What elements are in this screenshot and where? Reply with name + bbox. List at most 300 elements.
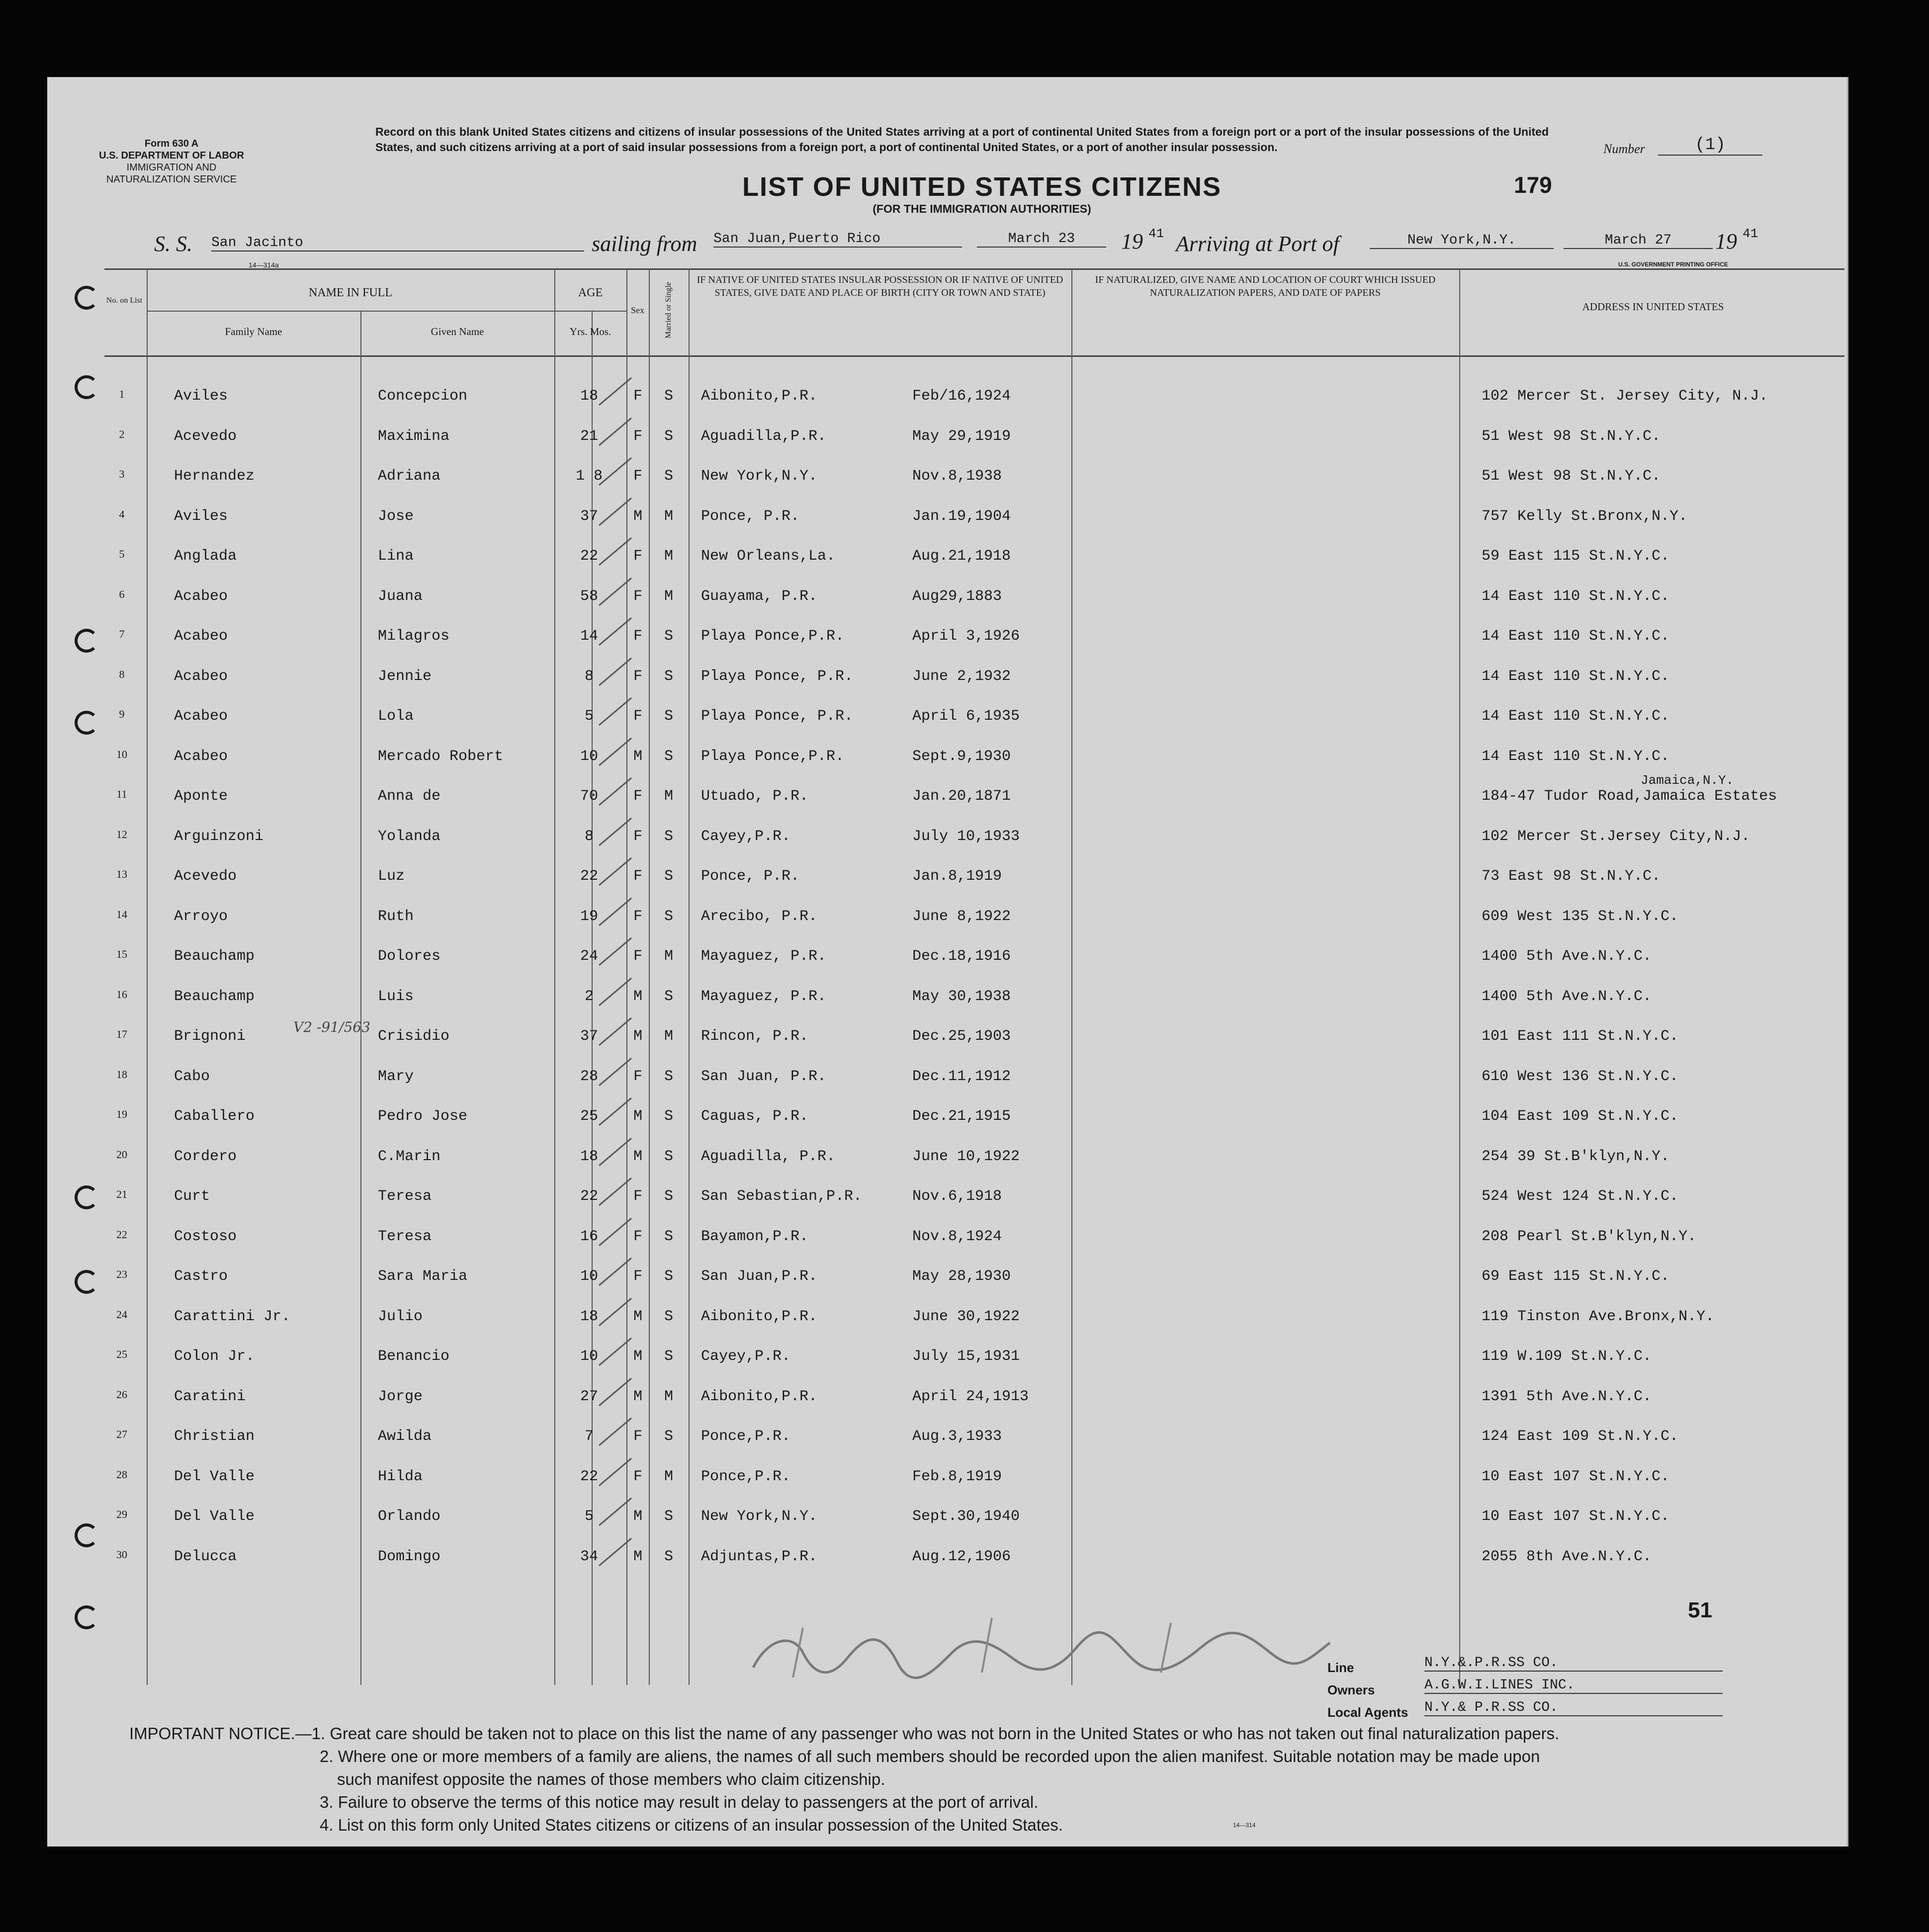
row-number: 4: [119, 507, 125, 520]
birth-date: June 30,1922: [912, 1308, 1020, 1325]
ship-name: San Jacinto: [211, 235, 584, 252]
family-name: Hernandez: [174, 468, 255, 485]
sex: F: [633, 548, 642, 565]
given-name: Concepcion: [378, 388, 468, 405]
tick-mark-icon: [597, 695, 636, 730]
sex: F: [633, 948, 642, 965]
marital-status: S: [664, 1348, 673, 1365]
birth-place: Playa Ponce, P.R.: [701, 668, 854, 685]
address: 104 East 109 St.N.Y.C.: [1482, 1108, 1679, 1125]
age: 34: [580, 1548, 598, 1565]
tick-mark-icon: [597, 1095, 636, 1130]
sailing-from-port: San Juan,Puerto Rico: [713, 231, 962, 248]
birth-place: New York,N.Y.: [701, 468, 818, 485]
given-name: Domingo: [378, 1548, 441, 1565]
sex: M: [633, 1348, 642, 1365]
form-number: Form 630 A: [144, 138, 199, 149]
address: 69 East 115 St.N.Y.C.: [1482, 1268, 1670, 1285]
tick-mark-icon: [597, 935, 636, 970]
marital-status: S: [664, 388, 673, 405]
given-name: Milagros: [378, 628, 450, 645]
address: 14 East 110 St.N.Y.C.: [1482, 628, 1670, 645]
family-name: Acabeo: [174, 668, 228, 685]
marital-status: S: [664, 908, 673, 925]
sex: F: [633, 468, 642, 485]
given-name: Benancio: [378, 1348, 450, 1365]
row-number: 28: [116, 1468, 127, 1481]
sex: F: [633, 1428, 642, 1445]
notice-item-4: 4. List on this form only United States citizens or citizens of an insular possession of the United States.: [320, 1816, 1063, 1834]
year-prefix: 19: [1121, 229, 1143, 253]
given-name: Luis: [378, 988, 414, 1005]
birth-date: June 8,1922: [912, 908, 1011, 925]
address: 101 East 111 St.N.Y.C.: [1482, 1028, 1679, 1045]
given-name: Hilda: [378, 1468, 423, 1485]
row-number: 7: [119, 628, 125, 640]
birth-place: Aibonito,P.R.: [701, 388, 818, 405]
stamp-top: 14—314a: [249, 261, 279, 269]
sex: F: [633, 388, 642, 405]
row-number: 10: [116, 748, 127, 760]
family-name: Aviles: [174, 507, 228, 525]
given-name: Luz: [378, 868, 405, 885]
age: 5: [584, 1508, 594, 1525]
age: 37: [580, 507, 598, 525]
given-name: Pedro Jose: [378, 1108, 468, 1125]
row-number: 3: [119, 468, 125, 480]
tick-mark-icon: [597, 1376, 636, 1411]
header-name-in-full: NAME IN FULL: [309, 286, 392, 299]
birth-place: San Juan, P.R.: [701, 1068, 827, 1085]
age: 14: [580, 628, 598, 645]
row-number: 14: [116, 908, 127, 921]
marital-status: M: [664, 507, 673, 525]
given-name: C.Marin: [378, 1148, 441, 1165]
marital-status: M: [664, 548, 673, 565]
marital-status: S: [664, 1188, 673, 1205]
header-yrs-mos: Yrs. Mos.: [569, 326, 612, 337]
age: 10: [580, 1348, 598, 1365]
marital-status: S: [664, 748, 673, 765]
tick-mark-icon: [597, 816, 636, 850]
header-family-name: Family Name: [225, 326, 282, 337]
tick-mark-icon: [597, 1416, 636, 1450]
given-name: Crisidio: [378, 1028, 450, 1045]
address: 524 West 124 St.N.Y.C.: [1482, 1188, 1679, 1205]
marital-status: S: [664, 1068, 673, 1085]
sex: M: [633, 988, 642, 1005]
marital-status: M: [664, 1388, 673, 1405]
marital-status: S: [664, 1108, 673, 1125]
given-name: Lola: [378, 708, 414, 725]
row-number: 21: [116, 1188, 127, 1200]
birth-date: Jan.19,1904: [912, 507, 1011, 525]
row-number: 13: [116, 868, 127, 880]
header-married-single: Married or Single: [664, 282, 673, 338]
marital-status: S: [664, 1228, 673, 1245]
notice-item-3: 3. Failure to observe the terms of this notice may result in delay to passengers at the port of arrival.: [320, 1793, 1039, 1811]
sheet-number: 179: [1514, 172, 1552, 198]
punch-hole-icon: [75, 286, 98, 310]
header-address: ADDRESS IN UNITED STATES: [1582, 301, 1724, 313]
age: 37: [580, 1028, 598, 1045]
birth-place: Aguadilla,P.R.: [701, 427, 827, 445]
sex: F: [633, 588, 642, 605]
tick-mark-icon: [597, 656, 636, 690]
given-name: Ruth: [378, 908, 414, 925]
birth-place: Arecibo, P.R.: [701, 908, 818, 925]
year-prefix: 19: [1715, 229, 1737, 253]
birth-date: Dec.11,1912: [912, 1068, 1011, 1085]
tick-mark-icon: [597, 896, 636, 930]
birth-place: Cayey,P.R.: [701, 1348, 791, 1365]
department: U.S. DEPARTMENT OF LABOR: [99, 150, 244, 161]
birth-place: Ponce, P.R.: [701, 868, 800, 885]
tick-mark-icon: [597, 1056, 636, 1091]
birth-date: April 24,1913: [912, 1388, 1029, 1405]
family-name: Cordero: [174, 1148, 237, 1165]
header-naturalized: IF NATURALIZED, GIVE NAME AND LOCATION OF COURT WHICH ISSUED NATURALIZATION PAPERS, AND DATE OF PAPERS: [1095, 274, 1436, 298]
row-number: 22: [116, 1228, 127, 1241]
page-title: LIST OF UNITED STATES CITIZENS: [742, 172, 1222, 202]
age: 24: [580, 948, 598, 965]
arrival-year: 41: [1743, 226, 1758, 241]
birth-place: Playa Ponce, P.R.: [701, 708, 854, 725]
birth-place: Aibonito,P.R.: [701, 1388, 818, 1405]
manifest-sheet: [47, 77, 1848, 1847]
address: 51 West 98 St.N.Y.C.: [1482, 468, 1661, 485]
notice-item-1: 1. Great care should be taken not to place on this list the name of any passenger who was not born in the United States or who has not taken out final naturalization papers.: [311, 1724, 1560, 1743]
given-name: Awilda: [378, 1428, 432, 1445]
family-name: Acevedo: [174, 868, 237, 885]
address: 14 East 110 St.N.Y.C.: [1482, 748, 1670, 765]
given-name: Dolores: [378, 948, 441, 965]
tick-mark-icon: [597, 1456, 636, 1491]
age: 21: [580, 427, 598, 445]
sex: M: [633, 1308, 642, 1325]
tick-mark-icon: [597, 855, 636, 890]
sex: F: [633, 1188, 642, 1205]
birth-date: May 28,1930: [912, 1268, 1011, 1285]
row-number: 11: [116, 788, 127, 800]
birth-place: Caguas, P.R.: [701, 1108, 809, 1125]
row-number: 8: [119, 668, 125, 680]
age: 16: [580, 1228, 598, 1245]
birth-date: Nov.8,1938: [912, 468, 1002, 485]
marital-status: S: [664, 828, 673, 845]
marital-status: M: [664, 588, 673, 605]
row-number: 5: [119, 548, 125, 560]
given-name: Juana: [378, 588, 423, 605]
marital-status: M: [664, 1468, 673, 1485]
sex: M: [633, 1388, 642, 1405]
family-name: Acevedo: [174, 427, 237, 445]
address: 119 Tinston Ave.Bronx,N.Y.: [1482, 1308, 1715, 1325]
sex: F: [633, 628, 642, 645]
age: 8: [584, 668, 594, 685]
marital-status: S: [664, 628, 673, 645]
sex: F: [633, 708, 642, 725]
age: 70: [580, 788, 598, 805]
address: 1391 5th Ave.N.Y.C.: [1482, 1388, 1652, 1405]
tick-mark-icon: [597, 375, 636, 410]
arriving-label: Arriving at Port of: [1176, 232, 1339, 256]
address: 73 East 98 St.N.Y.C.: [1482, 868, 1661, 885]
birth-place: Mayaguez, P.R.: [701, 948, 827, 965]
tick-mark-icon: [597, 775, 636, 810]
inspector-signature: [733, 1598, 1355, 1702]
given-name: Mercado Robert: [378, 748, 504, 765]
tick-mark-icon: [597, 1216, 636, 1251]
age: 18: [580, 1308, 598, 1325]
owners-label: Owners: [1327, 1682, 1375, 1697]
birth-place: Aibonito,P.R.: [701, 1308, 818, 1325]
column-rule: [147, 268, 148, 1685]
address: 208 Pearl St.B'klyn,N.Y.: [1482, 1228, 1697, 1245]
family-name: Acabeo: [174, 588, 228, 605]
sex: F: [633, 1468, 642, 1485]
address: 124 East 109 St.N.Y.C.: [1482, 1428, 1679, 1445]
page-subtitle: (FOR THE IMMIGRATION AUTHORITIES): [873, 202, 1091, 215]
age: 22: [580, 1468, 598, 1485]
punch-hole-icon: [75, 1270, 98, 1294]
number-value: (1): [1658, 136, 1762, 156]
ss-label: S. S.: [154, 232, 192, 256]
given-name: Julio: [378, 1308, 423, 1325]
tick-mark-icon: [597, 1015, 636, 1050]
row-number: 12: [116, 828, 127, 840]
age: 1 8: [575, 468, 603, 485]
punch-hole-icon: [75, 629, 98, 653]
marital-status: S: [664, 1428, 673, 1445]
punch-hole-icon: [75, 375, 98, 399]
address: 14 East 110 St.N.Y.C.: [1482, 668, 1670, 685]
birth-place: Guayama, P.R.: [701, 588, 818, 605]
sex: F: [633, 868, 642, 885]
line-value: N.Y.&.P.R.SS CO.: [1424, 1655, 1723, 1672]
birth-place: Ponce,P.R.: [701, 1428, 791, 1445]
sex: F: [633, 668, 642, 685]
age: 2: [584, 988, 594, 1005]
given-name: Teresa: [378, 1188, 432, 1205]
sex: F: [633, 1268, 642, 1285]
sex: F: [633, 1228, 642, 1245]
marital-status: M: [664, 788, 673, 805]
birth-date: Nov.6,1918: [912, 1188, 1002, 1205]
birth-date: July 15,1931: [912, 1348, 1020, 1365]
age: 22: [580, 548, 598, 565]
birth-date: May 29,1919: [912, 427, 1011, 445]
age: 5: [584, 708, 594, 725]
birth-place: Cayey,P.R.: [701, 828, 791, 845]
sailing-from-label: sailing from: [592, 232, 698, 256]
row-number: 19: [116, 1108, 127, 1120]
tick-mark-icon: [597, 615, 636, 650]
row-number: 1: [119, 388, 125, 400]
birth-date: July 10,1933: [912, 828, 1020, 845]
service-line-1: IMMIGRATION AND: [126, 162, 217, 173]
given-name: Jorge: [378, 1388, 423, 1405]
row-number: 27: [116, 1428, 127, 1440]
address: 102 Mercer St.Jersey City,N.J.: [1482, 828, 1751, 845]
column-rule: [1459, 268, 1460, 1685]
birth-place: Playa Ponce,P.R.: [701, 748, 845, 765]
family-name: Brignoni: [174, 1028, 246, 1045]
marital-status: M: [664, 1028, 673, 1045]
punch-hole-icon: [75, 1185, 98, 1209]
age: 27: [580, 1388, 598, 1405]
birth-date: Dec.25,1903: [912, 1028, 1011, 1045]
address: 59 East 115 St.N.Y.C.: [1482, 548, 1670, 565]
age: 8: [584, 828, 594, 845]
family-name: Delucca: [174, 1548, 237, 1565]
agents-value: N.Y.& P.R.SS CO.: [1424, 1700, 1723, 1716]
notice-item-2a: 2. Where one or more members of a family are aliens, the names of all such members should be recorded upon the alien manifest. Suitable notation may be made upon: [320, 1747, 1540, 1765]
birth-place: Playa Ponce,P.R.: [701, 628, 845, 645]
age: 18: [580, 388, 598, 405]
address: 14 East 110 St.N.Y.C.: [1482, 588, 1670, 605]
birth-place: Ponce,P.R.: [701, 1468, 791, 1485]
row-number: 18: [116, 1068, 127, 1081]
address: 609 West 135 St.N.Y.C.: [1482, 908, 1679, 925]
family-name: Aviles: [174, 388, 228, 405]
age: 18: [580, 1148, 598, 1165]
marital-status: S: [664, 427, 673, 445]
row-number: 23: [116, 1268, 127, 1280]
birth-date: Aug.21,1918: [912, 548, 1011, 565]
address: 610 West 136 St.N.Y.C.: [1482, 1068, 1679, 1085]
family-name: Del Valle: [174, 1508, 255, 1525]
family-name: Arroyo: [174, 908, 228, 925]
birth-place: Bayamon,P.R.: [701, 1228, 809, 1245]
notice-item-2b: such manifest opposite the names of those members who claim citizenship.: [337, 1770, 885, 1788]
birth-date: Dec.21,1915: [912, 1108, 1011, 1125]
important-notice: [129, 1722, 1740, 1837]
family-name: Anglada: [174, 548, 237, 565]
punch-hole-icon: [75, 1605, 98, 1629]
arrival-port: New York,N.Y.: [1370, 233, 1554, 249]
tick-mark-icon: [597, 1536, 636, 1571]
birth-date: Sept.9,1930: [912, 748, 1011, 765]
tick-mark-icon: [597, 736, 636, 770]
address: 2055 8th Ave.N.Y.C.: [1482, 1548, 1652, 1565]
birth-date: April 6,1935: [912, 708, 1020, 725]
marital-status: S: [664, 1148, 673, 1165]
row-number: 25: [116, 1348, 127, 1360]
marital-status: S: [664, 1508, 673, 1525]
family-name: Arguinzoni: [174, 828, 264, 845]
notice-lead: IMPORTANT NOTICE.—: [129, 1724, 312, 1743]
address-note: Jamaica,N.Y.: [1641, 773, 1734, 788]
tick-mark-icon: [597, 1256, 636, 1290]
row-number: 29: [116, 1508, 127, 1520]
table-top-rule: [104, 268, 1844, 270]
birth-date: Sept.30,1940: [912, 1508, 1020, 1525]
family-name: Beauchamp: [174, 948, 255, 965]
departure-year: 41: [1148, 226, 1164, 241]
marital-status: S: [664, 988, 673, 1005]
given-name: Sara Maria: [378, 1268, 468, 1285]
sex: M: [633, 1508, 642, 1525]
marital-status: S: [664, 1268, 673, 1285]
birth-place: Rincon, P.R.: [701, 1028, 809, 1045]
family-name: Colon Jr.: [174, 1348, 255, 1365]
marital-status: S: [664, 468, 673, 485]
given-name: Orlando: [378, 1508, 441, 1525]
family-name: Acabeo: [174, 748, 228, 765]
row-number: 9: [119, 708, 125, 720]
age: 22: [580, 1188, 598, 1205]
birth-date: Jan.20,1871: [912, 788, 1011, 805]
birth-date: Aug.12,1906: [912, 1548, 1011, 1565]
family-name: Curt: [174, 1188, 210, 1205]
family-name: Beauchamp: [174, 988, 255, 1005]
agents-label: Local Agents: [1327, 1705, 1408, 1720]
tick-mark-icon: [597, 1496, 636, 1530]
tick-mark-icon: [597, 1176, 636, 1210]
birth-date: May 30,1938: [912, 988, 1011, 1005]
tick-mark-icon: [597, 976, 636, 1010]
address: 757 Kelly St.Bronx,N.Y.: [1482, 507, 1688, 525]
address: 119 W.109 St.N.Y.C.: [1482, 1348, 1652, 1365]
tick-mark-icon: [597, 1296, 636, 1331]
row-number: 30: [116, 1548, 127, 1561]
family-name: Caratini: [174, 1388, 246, 1405]
owners-value: A.G.W.I.LINES INC.: [1424, 1678, 1723, 1694]
given-name: Yolanda: [378, 828, 441, 845]
marital-status: M: [664, 948, 673, 965]
stamp-bottom: 14—314: [1233, 1822, 1256, 1829]
birth-date: Aug.3,1933: [912, 1428, 1002, 1445]
family-name: Castro: [174, 1268, 228, 1285]
tick-mark-icon: [597, 496, 636, 530]
birth-date: April 3,1926: [912, 628, 1020, 645]
row-number: 17: [116, 1028, 127, 1040]
header-birth: IF NATIVE OF UNITED STATES INSULAR POSSESSION OR IF NATIVE OF UNITED STATES, GIVE DATE AND PLACE OF BIRTH (CITY OR TOWN AND STATE): [697, 274, 1063, 298]
family-name: Del Valle: [174, 1468, 255, 1485]
birth-date: Feb/16,1924: [912, 388, 1011, 405]
address: 51 West 98 St.N.Y.C.: [1482, 427, 1661, 445]
address: 1400 5th Ave.N.Y.C.: [1482, 988, 1652, 1005]
birth-place: New Orleans,La.: [701, 548, 836, 565]
age: 19: [580, 908, 598, 925]
marital-status: S: [664, 1548, 673, 1565]
given-name: Adriana: [378, 468, 441, 485]
tick-mark-icon: [597, 1336, 636, 1370]
birth-place: New York,N.Y.: [701, 1508, 818, 1525]
birth-place: Mayaguez, P.R.: [701, 988, 827, 1005]
address: 10 East 107 St.N.Y.C.: [1482, 1508, 1670, 1525]
column-rule: [689, 268, 690, 1685]
header-age: AGE: [578, 286, 603, 299]
birth-date: Feb.8,1919: [912, 1468, 1002, 1485]
given-name: Mary: [378, 1068, 414, 1085]
row-number: 15: [116, 948, 127, 960]
sex: F: [633, 828, 642, 845]
sex: F: [633, 908, 642, 925]
age: 22: [580, 868, 598, 885]
punch-hole-icon: [75, 711, 98, 735]
sex: M: [633, 748, 642, 765]
table-header-rule: [104, 355, 1844, 357]
column-rule: [649, 268, 650, 1685]
address: 10 East 107 St.N.Y.C.: [1482, 1468, 1670, 1485]
sex: M: [633, 507, 642, 525]
tick-mark-icon: [597, 535, 636, 570]
address: 1400 5th Ave.N.Y.C.: [1482, 948, 1652, 965]
family-name: Christian: [174, 1428, 255, 1445]
header-given-name: Given Name: [431, 326, 484, 337]
